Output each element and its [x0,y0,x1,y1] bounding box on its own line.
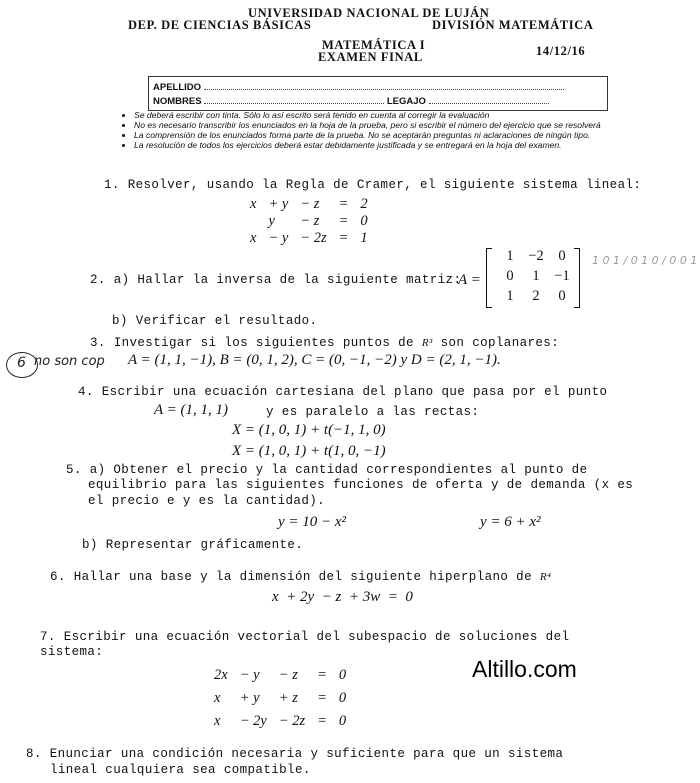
exercise-1-system: x + y − z = 2 y − z = 0 x − y − 2z = 1 [250,196,368,246]
handwritten-circle-number: 6 [17,355,26,371]
exercise-4-text-1: 4. Escribir una ecuación cartesiana del plano que pasa por el punto [78,385,608,399]
exercise-5b-text: b) Representar gráficamente. [82,538,304,552]
exercise-8-text-2: lineal cualquiera sea compatible. [50,763,311,777]
apellido-label: APELLIDO [153,82,202,93]
nombres-label: NOMBRES [153,96,202,107]
supply-function: y = 10 − x² [278,514,347,530]
nombres-field[interactable] [204,94,384,104]
rule-item: • No es necesario transcribir los enunciados en la hoja de la prueba, pero si escribir el número del ejercicio que se resolverá [134,120,624,130]
exercise-4-line-2: X = (1, 0, 1) + t(1, 0, −1) [232,443,386,459]
exercise-4-point: A = (1, 1, 1) [154,402,229,418]
rule-item: • La resolución de todos los ejercicios deberá estar debidamente justificada y se entregará en la hoja del examen. [134,140,624,150]
exercise-5-text-1: 5. a) Obtener el precio y la cantidad correspondientes al punto de [66,463,588,477]
exam-rules-list [120,110,624,150]
altillo-watermark: Altillo.com [472,656,577,682]
exercise-2a-text: 2. a) Hallar la inversa de la siguiente matriz: [90,273,462,287]
exercise-7-text-1: 7. Escribir una ecuación vectorial del subespacio de soluciones del [40,630,570,644]
division-title: DIVISIÓN MATEMÁTICA [432,18,594,32]
course-title: MATEMÁTICA I [322,38,426,52]
exam-title: EXAMEN FINAL [318,50,423,64]
handwritten-margin-marks: 1 0 1 / 0 1 0 / 0 0 1 [592,254,698,267]
exam-date: 14/12/16 [536,44,586,58]
department-title: DEP. DE CIENCIAS BÁSICAS [128,18,312,32]
matrix-a: 1 −2 0 0 1 −1 1 2 0 [486,248,580,308]
handwritten-note: no son cop [34,354,105,369]
legajo-field[interactable] [429,94,549,104]
exercise-2b-text: b) Verificar el resultado. [112,314,318,328]
r4-symbol: R⁴ [539,571,552,583]
exercise-4-text-2: y es paralelo a las rectas: [266,405,480,419]
demand-function: y = 6 + x² [480,514,541,530]
exercise-8-text-1: 8. Enunciar una condición necesaria y suficiente para que un sistema [26,747,564,761]
hyperplane-equation: x + 2y − z + 3w = 0 [272,589,413,605]
exercise-6-text: 6. Hallar una base y la dimensión del siguiente hiperplano de R⁴ [50,570,552,584]
apellido-field[interactable] [204,80,564,90]
exercise-5-text-2: equilibrio para las siguientes funciones de oferta y de demanda (x es [88,478,634,492]
rule-item: • Se deberá escribir con tinta. Sólo lo así escrito será tenido en cuenta al corregir la evaluación [134,110,624,120]
matrix-label: A = [458,272,481,288]
exercise-4-line-1: X = (1, 0, 1) + t(−1, 1, 0) [232,422,386,438]
exercise-7-system: 2x − y − z = 0 x + y + z = 0 x − 2y − 2z = 0 [214,667,347,729]
exercise-7-text-2: sistema: [40,645,104,659]
exercise-3-text: 3. Investigar si los siguientes puntos de R³ son coplanares: [90,336,560,350]
legajo-label: LEGAJO [386,96,426,107]
rule-item: • La comprensión de los enunciados forma parte de la prueba. No se aceptarán preguntas ni aclaraciones de ningún tipo. [134,130,624,140]
exercise-1-text: 1. Resolver, usando la Regla de Cramer, el siguiente sistema lineal: [104,178,642,192]
student-info-box [148,76,608,111]
university-title: UNIVERSIDAD NACIONAL DE LUJÁN [248,6,490,20]
r3-symbol: R³ [421,337,433,349]
exercise-5-text-3: el precio e y es la cantidad). [88,494,326,508]
exercise-3-points: A = (1, 1, −1), B = (0, 1, 2), C = (0, −1, −2) y D = (2, 1, −1). [128,352,501,368]
